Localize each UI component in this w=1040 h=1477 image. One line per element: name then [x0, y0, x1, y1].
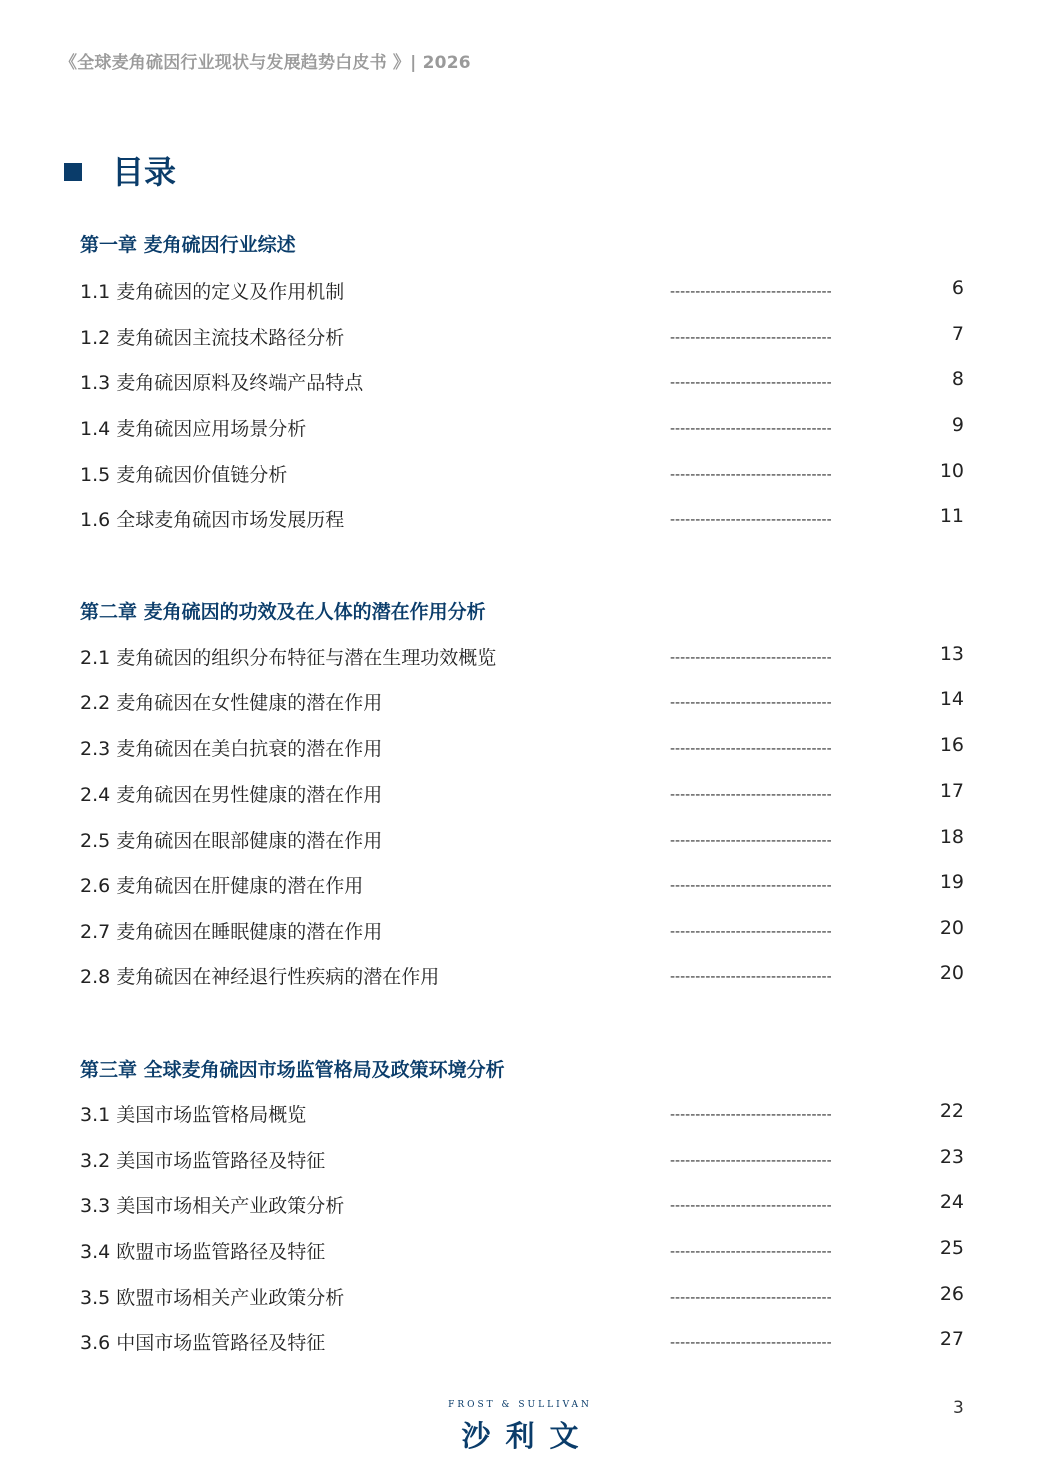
toc-leader: --------------------------------: [670, 1290, 832, 1306]
toc-entry-2-2[interactable]: [80, 688, 970, 718]
toc-entry-page: 20: [939, 917, 964, 939]
toc-entry-page: 24: [939, 1191, 964, 1213]
toc-entry-label: 1.6 全球麦角硫因市场发展历程: [80, 509, 345, 531]
toc-entry-page: 23: [939, 1146, 964, 1168]
toc-entry-3-4[interactable]: [80, 1237, 970, 1267]
toc-entry-label: 2.4 麦角硫因在男性健康的潜在作用: [80, 784, 383, 806]
toc-entry-3-5[interactable]: [80, 1283, 970, 1313]
toc-entry-1-5[interactable]: [80, 460, 970, 490]
toc-entry-label: 3.4 欧盟市场监管路径及特征: [80, 1241, 326, 1263]
toc-entry-1-6[interactable]: [80, 505, 970, 535]
toc-entry-label: 1.1 麦角硫因的定义及作用机制: [80, 281, 345, 303]
toc-entry-label: 1.4 麦角硫因应用场景分析: [80, 418, 307, 440]
toc-leader: --------------------------------: [670, 1244, 832, 1260]
toc-entry-page: 18: [939, 826, 964, 848]
toc-leader: --------------------------------: [670, 741, 832, 757]
toc-leader: --------------------------------: [670, 1198, 832, 1214]
chapter-3-title[interactable]: 第三章 全球麦角硫因市场监管格局及政策环境分析: [80, 1059, 505, 1081]
toc-entry-page: 20: [939, 962, 964, 984]
toc-leader: --------------------------------: [670, 969, 832, 985]
chapter-1-title[interactable]: 第一章 麦角硫因行业综述: [80, 234, 296, 256]
toc-entry-2-8[interactable]: [80, 962, 970, 992]
toc-entry-3-1[interactable]: [80, 1100, 970, 1130]
toc-leader: --------------------------------: [670, 421, 832, 437]
toc-entry-page: 27: [939, 1328, 964, 1350]
toc-entry-1-1[interactable]: [80, 277, 970, 307]
toc-entry-2-1[interactable]: [80, 643, 970, 673]
toc-entry-label: 2.2 麦角硫因在女性健康的潜在作用: [80, 692, 383, 714]
toc-entry-2-6[interactable]: [80, 871, 970, 901]
toc-leader: --------------------------------: [670, 924, 832, 940]
toc-entry-2-4[interactable]: [80, 780, 970, 810]
toc-entry-label: 2.5 麦角硫因在眼部健康的潜在作用: [80, 830, 383, 852]
toc-entry-page: 11: [939, 505, 964, 527]
toc-entry-page: 26: [939, 1283, 964, 1305]
toc-entry-1-3[interactable]: [80, 368, 970, 398]
toc-entry-page: 6: [951, 277, 964, 299]
toc-entry-2-5[interactable]: [80, 826, 970, 856]
page-number: 3: [953, 1398, 964, 1418]
toc-leader: --------------------------------: [670, 878, 832, 894]
toc-leader: --------------------------------: [670, 284, 832, 300]
toc-entry-1-2[interactable]: [80, 323, 970, 353]
toc-entry-label: 1.3 麦角硫因原料及终端产品特点: [80, 372, 364, 394]
toc-entry-label: 3.5 欧盟市场相关产业政策分析: [80, 1287, 345, 1309]
toc-entry-label: 2.8 麦角硫因在神经退行性疾病的潜在作用: [80, 966, 440, 988]
toc-leader: --------------------------------: [670, 330, 832, 346]
toc-leader: --------------------------------: [670, 833, 832, 849]
toc-entry-2-7[interactable]: [80, 917, 970, 947]
toc-leader: --------------------------------: [670, 467, 832, 483]
toc-entry-page: 8: [951, 368, 964, 390]
toc-leader: --------------------------------: [670, 650, 832, 666]
toc-leader: --------------------------------: [670, 787, 832, 803]
toc-entry-label: 3.3 美国市场相关产业政策分析: [80, 1195, 345, 1217]
toc-entry-1-4[interactable]: [80, 414, 970, 444]
toc-entry-3-3[interactable]: [80, 1191, 970, 1221]
toc-entry-2-3[interactable]: [80, 734, 970, 764]
toc-entry-page: 10: [939, 460, 964, 482]
frost-sullivan-logo: [430, 1400, 610, 1460]
logo-chinese-text: 沙利文: [461, 1419, 594, 1453]
logo-english-text: FROST & SULLIVAN: [448, 1400, 592, 1410]
toc-entry-label: 3.1 美国市场监管格局概览: [80, 1104, 307, 1126]
toc-leader: --------------------------------: [670, 1335, 832, 1351]
toc-leader: --------------------------------: [670, 695, 832, 711]
document-header-title: 《全球麦角硫因行业现状与发展趋势白皮书 》| 2026: [60, 53, 471, 73]
toc-entry-page: 7: [951, 323, 964, 345]
toc-entry-label: 3.6 中国市场监管路径及特征: [80, 1332, 326, 1354]
toc-entry-label: 1.5 麦角硫因价值链分析: [80, 464, 288, 486]
toc-entry-page: 22: [939, 1100, 964, 1122]
toc-leader: --------------------------------: [670, 375, 832, 391]
toc-leader: --------------------------------: [670, 1107, 832, 1123]
toc-leader: --------------------------------: [670, 512, 832, 528]
toc-leader: --------------------------------: [670, 1153, 832, 1169]
toc-entry-page: 9: [951, 414, 964, 436]
toc-title: 目录: [112, 153, 177, 191]
toc-entry-page: 16: [939, 734, 964, 756]
toc-entry-page: 19: [939, 871, 964, 893]
toc-entry-label: 3.2 美国市场监管路径及特征: [80, 1150, 326, 1172]
heading-square-icon: [64, 163, 82, 181]
toc-entry-page: 14: [939, 688, 964, 710]
toc-entry-page: 13: [939, 643, 964, 665]
toc-entry-label: 2.1 麦角硫因的组织分布特征与潜在生理功效概览: [80, 647, 497, 669]
toc-entry-label: 2.7 麦角硫因在睡眠健康的潜在作用: [80, 921, 383, 943]
toc-entry-page: 17: [939, 780, 964, 802]
chapter-2-title[interactable]: 第二章 麦角硫因的功效及在人体的潜在作用分析: [80, 601, 486, 623]
toc-entry-3-2[interactable]: [80, 1146, 970, 1176]
toc-entry-3-6[interactable]: [80, 1328, 970, 1358]
toc-entry-label: 1.2 麦角硫因主流技术路径分析: [80, 327, 345, 349]
toc-entry-page: 25: [939, 1237, 964, 1259]
toc-entry-label: 2.3 麦角硫因在美白抗衰的潜在作用: [80, 738, 383, 760]
toc-entry-label: 2.6 麦角硫因在肝健康的潜在作用: [80, 875, 364, 897]
